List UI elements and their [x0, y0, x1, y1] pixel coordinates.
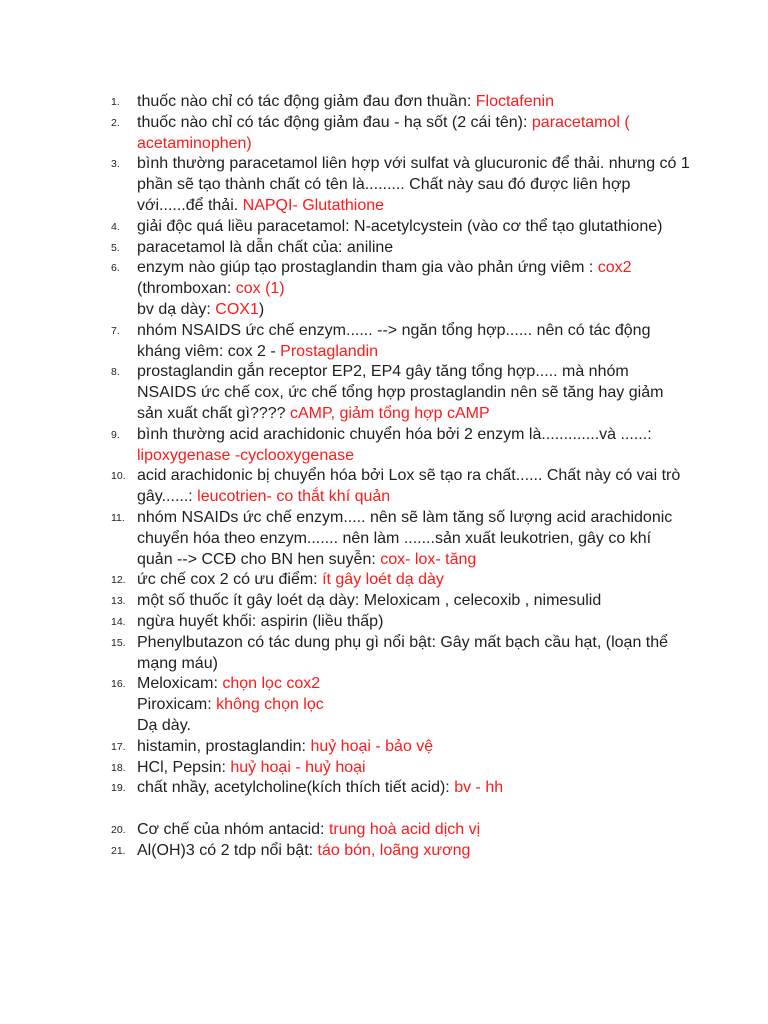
item-subline [137, 300, 690, 321]
question-text: ức chế cox 2 có ưu điểm: [137, 571, 323, 589]
list-item [100, 258, 690, 320]
item-number: 7. [111, 324, 120, 337]
answer-text: cAMP, giảm tổng hợp cAMP [290, 404, 490, 422]
question-text: prostaglandin gắn receptor EP2, EP4 gây tăng tổng hợp..... mà nhóm NSAIDS ức chế cox, ức chế tổng hợp prostaglandin nên sẽ tăng hay giảm sản xuất chất gì???? [137, 363, 664, 422]
item-number: 11. [111, 511, 125, 524]
list-item [100, 570, 690, 591]
item-line [137, 674, 690, 695]
answer-text: NAPQI- Glutathione [242, 196, 385, 214]
item-line [137, 591, 690, 612]
item-line [137, 612, 690, 633]
question-text: Cơ chế của nhóm antacid: [137, 820, 329, 838]
list-item [100, 425, 690, 467]
item-line [137, 154, 690, 216]
answer-text: COX1 [215, 300, 259, 318]
item-number: 9. [111, 428, 120, 441]
item-line [137, 238, 690, 259]
question-text: thuốc nào chỉ có tác động giảm đau - hạ sốt (2 cái tên): [137, 113, 532, 131]
question-text: bình thường acid arachidonic chuyển hóa bởi 2 enzym là.............và ......: [137, 425, 652, 443]
list-item [100, 612, 690, 633]
item-number: 4. [111, 220, 120, 233]
item-number: 18. [111, 761, 126, 774]
list-item [100, 92, 690, 113]
list-item [100, 113, 690, 155]
list-item [100, 217, 690, 238]
list-item [100, 737, 690, 758]
question-text: nhóm NSAIDS ức chế enzym...... --> ngăn tổng hợp...... nên có tác động kháng viêm: cox 2 - [137, 321, 651, 360]
item-number: 21. [111, 844, 126, 857]
question-text: bv dạ dày: [137, 300, 216, 318]
question-text: thuốc nào chỉ có tác động giảm đau đơn thuần: [137, 93, 476, 110]
answer-text: Floctafenin [475, 93, 554, 110]
list-item [100, 238, 690, 259]
answer-text: cox- lox- tăng [380, 550, 477, 568]
question-text: Dạ dày. [137, 716, 191, 734]
item-line [137, 321, 690, 363]
answer-text: paracetamol ( acetaminophen) [137, 113, 630, 152]
answer-text: không chọn lọc [216, 696, 324, 714]
item-number: 3. [111, 158, 120, 171]
item-line [137, 217, 690, 238]
item-subline [137, 716, 690, 737]
question-text: nhóm NSAIDs ức chế enzym..... nên sẽ làm tăng số lượng acid arachidonic chuyển hóa theo enzym....... nên làm .......sản xuất leukotrien, gây co khí quản --> CCĐ cho BN hen suyễn: [137, 508, 673, 568]
item-line [137, 258, 690, 279]
list-item [100, 758, 690, 779]
item-line [137, 466, 690, 508]
answer-text: lipoxygenase -cyclooxygenase [137, 446, 355, 464]
answer-text: huỷ hoại - huỷ hoại [230, 758, 366, 776]
list-item [100, 362, 690, 424]
question-list [100, 92, 690, 861]
list-item [100, 778, 690, 799]
item-number: 6. [111, 262, 120, 275]
item-line [137, 820, 690, 841]
item-number: 5. [111, 241, 120, 254]
question-text: Phenylbutazon có tác dung phụ gì nổi bật: Gây mất bạch cầu hạt, (loạn thể mạng máu) [137, 633, 669, 672]
item-line [137, 758, 690, 779]
answer-text: bv - hh [454, 779, 504, 797]
list-item [100, 591, 690, 612]
list-item [100, 841, 690, 862]
question-text: bình thường paracetamol liên hợp với sulfat và glucuronic để thải. nhưng có 1 phần sẽ tạo thành chất có tên là......... Chất này sau đó được liên hợp với......để thải. [137, 155, 690, 214]
list-item [100, 633, 690, 675]
answer-text: táo bón, loãng xương [317, 841, 471, 859]
item-number: 19. [111, 782, 126, 795]
item-number: 8. [111, 366, 120, 379]
question-text: một số thuốc ít gây loét dạ dày: Meloxicam , celecoxib , nimesulid [137, 592, 602, 610]
item-subline [137, 695, 690, 716]
item-number: 20. [111, 823, 126, 836]
answer-text: trung hoà acid dịch vị [328, 820, 481, 838]
item-number: 10. [111, 470, 126, 483]
item-number: 17. [111, 740, 126, 753]
question-text: HCl, Pepsin: [137, 758, 231, 776]
list-item [100, 154, 690, 216]
list-item [100, 321, 690, 363]
item-line [137, 425, 690, 467]
question-text: giải độc quá liều paracetamol: N-acetylcystein (vào cơ thể tạo glutathione) [137, 217, 663, 235]
item-line [137, 508, 690, 570]
question-text: enzym nào giúp tạo prostaglandin tham gia vào phản ứng viêm : [137, 259, 598, 277]
question-text: Piroxicam: [137, 696, 217, 714]
question-text: acid arachidonic bị chuyển hóa bởi Lox sẽ tạo ra chất...... Chất này có vai trò gây......: [137, 467, 681, 506]
item-line [137, 841, 690, 862]
item-line [137, 737, 690, 758]
question-text: chất nhầy, acetylcholine(kích thích tiết acid): [137, 779, 455, 797]
item-line [137, 633, 690, 675]
answer-text: leucotrien- co thắt khí quản [197, 488, 391, 506]
list-item [100, 820, 690, 841]
answer-text: huỷ hoại - bảo vệ [310, 737, 434, 755]
item-number: 1. [111, 96, 120, 108]
question-text: (thromboxan: [137, 280, 236, 298]
question-text: Meloxicam: [137, 675, 223, 693]
item-line [137, 570, 690, 591]
item-subline [137, 279, 690, 300]
item-line [137, 778, 690, 799]
item-number: 12. [111, 574, 126, 587]
answer-text: chọn lọc cox2 [222, 675, 321, 693]
list-item [100, 466, 690, 508]
list-item [100, 674, 690, 736]
question-text: ) [258, 300, 265, 318]
question-text: histamin, prostaglandin: [137, 737, 311, 755]
answer-text: cox (1) [235, 280, 285, 298]
answer-text: Prostaglandin [280, 342, 379, 360]
question-text: Al(OH)3 có 2 tdp nổi bật: [137, 841, 318, 859]
list-item [100, 508, 690, 570]
item-number: 16. [111, 678, 126, 691]
question-text: paracetamol là dẫn chất của: aniline [137, 238, 394, 256]
answer-text: cox2 [597, 259, 632, 277]
item-line [137, 113, 690, 155]
answer-text: ít gây loét dạ dày [322, 571, 444, 589]
item-line [137, 362, 690, 424]
item-number: 14. [111, 615, 126, 628]
item-line [137, 92, 690, 113]
item-number: 15. [111, 636, 126, 649]
item-number: 2. [111, 116, 120, 129]
item-number: 13. [111, 595, 126, 608]
question-text: ngừa huyết khối: aspirin (liều thấp) [137, 612, 384, 630]
